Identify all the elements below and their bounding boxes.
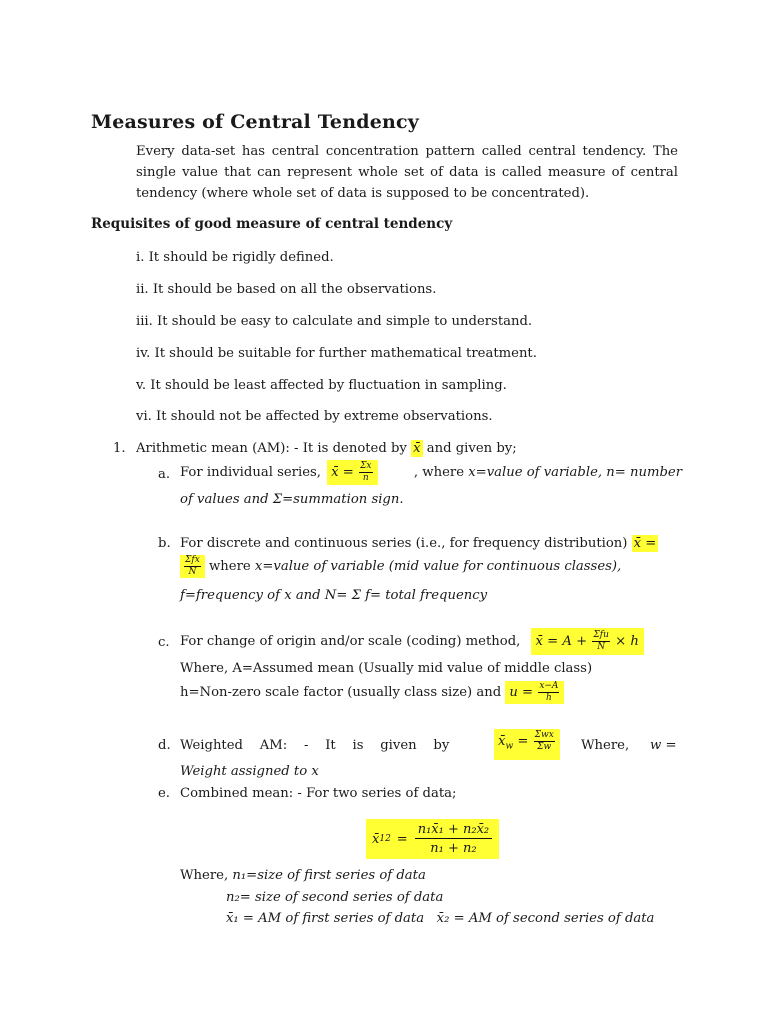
formula-rhs: × h <box>615 634 639 649</box>
item-c-text: For change of origin and/or scale (coding) method, <box>180 634 521 649</box>
item-b-text: For discrete and continuous series (i.e., for frequency distribution) <box>180 536 628 551</box>
requisite-item: i. It should be rigidly defined. <box>136 250 334 265</box>
formula-eq: = <box>517 734 529 749</box>
item-label-c: c. <box>158 635 170 650</box>
item-a-text: For individual series, <box>180 465 321 480</box>
item-a-where-definition: x=value of variable, n= number <box>468 465 683 480</box>
xbar-symbol: x̄ <box>413 441 421 456</box>
item-e-where2: n₂= size of second series of data <box>226 890 444 905</box>
item-e-text: Combined mean: - For two series of data; <box>180 786 457 801</box>
item-a-line1 <box>180 460 682 485</box>
am-line <box>136 438 517 459</box>
page-title: Measures of Central Tendency <box>91 111 420 133</box>
item-d-line2: Weight assigned to x <box>180 764 319 779</box>
formula-individual-mean <box>327 460 377 485</box>
list-number: 1. <box>113 441 126 456</box>
formula-num: Σfx <box>185 555 200 565</box>
formula-lhs: x̄ = <box>331 465 354 480</box>
formula-coding-method <box>531 628 644 655</box>
formula-den: n <box>362 473 369 483</box>
am-text-before: Arithmetic mean (AM): - It is denoted by <box>136 441 407 456</box>
item-b-line2 <box>180 555 621 578</box>
item-c-line1 <box>180 628 644 655</box>
item-d-w-eq: w = <box>650 738 677 753</box>
formula-den: h <box>545 693 552 703</box>
requisites-heading: Requisites of good measure of central tendency <box>91 216 453 232</box>
requisite-item: ii. It should be based on all the observations. <box>136 282 437 297</box>
formula-weighted-mean <box>494 729 560 760</box>
formula-eq: = <box>396 831 408 847</box>
formula-frequency-lhs: x̄ = <box>633 536 657 551</box>
formula-combined-mean <box>366 819 499 859</box>
item-e-where3: x̄₁ = AM of first series of data x̄₂ = AM of second series of data <box>226 911 655 926</box>
formula-den: n₁ + n₂ <box>430 841 477 856</box>
formula-lhs: u = <box>509 685 534 700</box>
formula-lhs: x̄ = A + <box>535 634 588 649</box>
formula-den: N <box>188 567 197 577</box>
item-b-line3: f=frequency of x and N= Σ f= total frequency <box>180 588 488 603</box>
item-b-where-definition: x=value of variable (mid value for continuous classes), <box>254 559 622 574</box>
formula-num: Σfu <box>593 630 609 640</box>
requisite-item: iv. It should be suitable for further mathematical treatment. <box>136 346 537 361</box>
formula-den: N <box>597 642 606 652</box>
item-e-where1-definition: n₁=size of first series of data <box>232 868 426 883</box>
formula-sub: 12 <box>379 834 391 844</box>
requisite-item: vi. It should not be affected by extreme observations. <box>136 409 493 424</box>
formula-num: n₁x̄₁ + n₂x̄₂ <box>415 823 492 839</box>
item-label-b: b. <box>158 536 171 551</box>
formula-frequency-fraction <box>180 555 205 578</box>
formula-den: Σw <box>537 742 552 752</box>
item-d-text: Weighted AM: - It is given by <box>180 738 450 753</box>
item-b-line1 <box>180 533 658 554</box>
formula-num: Σwx <box>534 730 554 740</box>
item-c-line3-text: h=Non-zero scale factor (usually class size) and <box>180 685 502 700</box>
item-b-where: where <box>208 559 251 574</box>
am-text-after: and given by; <box>426 441 517 456</box>
requisite-item: v. It should be least affected by fluctuation in sampling. <box>136 378 507 393</box>
item-a-where: , where <box>413 465 464 480</box>
formula-num: Σx <box>360 461 372 471</box>
item-c-line3 <box>180 681 564 704</box>
formula-lhs: x̄ <box>498 734 506 749</box>
formula-num: x−A <box>539 681 559 691</box>
item-label-e: e. <box>158 786 170 801</box>
formula-u <box>505 681 564 704</box>
item-label-a: a. <box>158 467 171 482</box>
item-d-where: Where, <box>581 738 630 753</box>
requisite-item: iii. It should be easy to calculate and simple to understand. <box>136 314 533 329</box>
item-label-d: d. <box>158 738 171 753</box>
formula-sub: w <box>505 741 514 752</box>
item-a-line2: of values and Σ=summation sign. <box>180 492 404 507</box>
intro-paragraph: Every data-set has central concentration pattern called central tendency. The single value that can represent whole set of data is called measure of central tendency (where whole set of data is supposed to be concentrated). <box>136 144 678 201</box>
formula-lhs: x̄ <box>372 831 380 847</box>
item-e-where1 <box>180 865 426 886</box>
item-c-line2: Where, A=Assumed mean (Usually mid value of middle class) <box>180 661 593 676</box>
item-e-where1-plain: Where, <box>180 868 229 883</box>
